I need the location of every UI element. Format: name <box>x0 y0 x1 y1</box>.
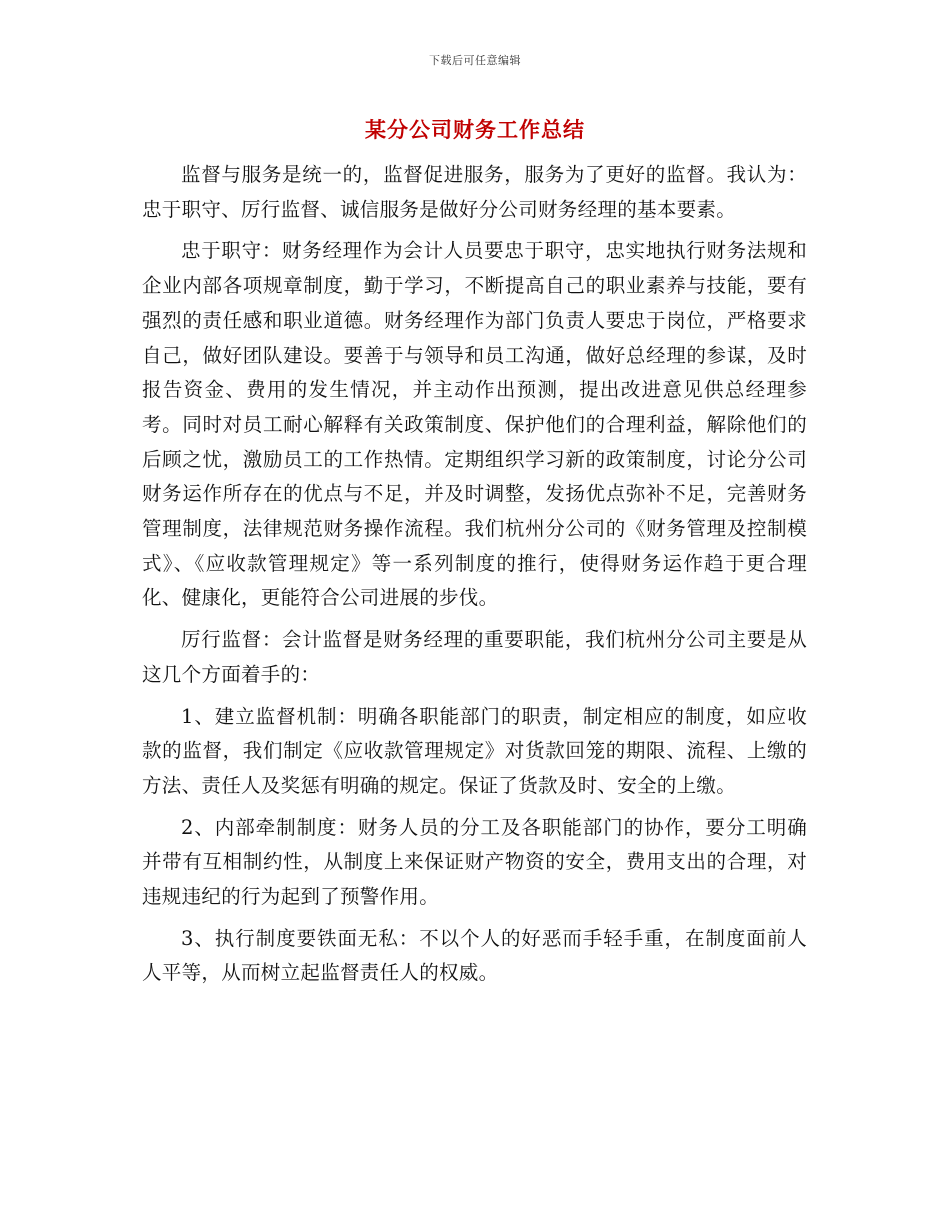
paragraph-item-1: 1、建立监督机制：明确各职能部门的职责，制定相应的制度，如应收款的监督，我们制定《应收款管理规定》对货款回笼的期限、流程、上缴的方法、责任人及奖惩有明确的规定。保证了货款及时、安全的上缴。 <box>142 704 807 797</box>
paragraph-item-3: 3、执行制度要铁面无私：不以个人的好恶而手轻手重，在制度面前人人平等，从而树立起监督责任人的权威。 <box>142 926 807 985</box>
page-header-note: 下载后可任意编辑 <box>429 54 521 67</box>
paragraph-intro: 监督与服务是统一的，监督促进服务，服务为了更好的监督。我认为：忠于职守、厉行监督、诚信服务是做好分公司财务经理的基本要素。 <box>142 163 807 221</box>
paragraph-loyalty: 忠于职守：财务经理作为会计人员要忠于职守，忠实地执行财务法规和企业内部各项规章制度，勤于学习，不断提高自己的职业素养与技能，要有强烈的责任感和职业道德。财务经理作为部门负责人要忠于岗位，严格要求自己，做好团队建设。要善于与领导和员工沟通，做好总经理的参谋，及时报告资金、费用的发生情况，并主动作出预测，提出改进意见供总经理参考。同时对员工耐心解释有关政策制度、保护他们的合理利益，解除他们的后顾之忧，激励员工的工作热情。定期组织学习新的政策制度，讨论分公司财务运作所存在的优点与不足，并及时调整，发扬优点弥补不足，完善财务管理制度，法律规范财务操作流程。我们杭州分公司的《财务管理及控制模式》、《应收款管理规定》等一系列制度的推行，使得财务运作趋于更合理化、健康化，更能符合公司进展的步伐。 <box>142 239 807 610</box>
paragraph-supervision: 厉行监督：会计监督是财务经理的重要职能，我们杭州分公司主要是从这几个方面着手的： <box>142 628 807 686</box>
paragraph-item-2: 2、内部牵制制度：财务人员的分工及各职能部门的协作，要分工明确并带有互相制约性，从制度上来保证财产物资的安全，费用支出的合理，对违规违纪的行为起到了预警作用。 <box>142 815 807 909</box>
document-title: 某分公司财务工作总结 <box>365 117 585 142</box>
document-body <box>142 158 807 998</box>
